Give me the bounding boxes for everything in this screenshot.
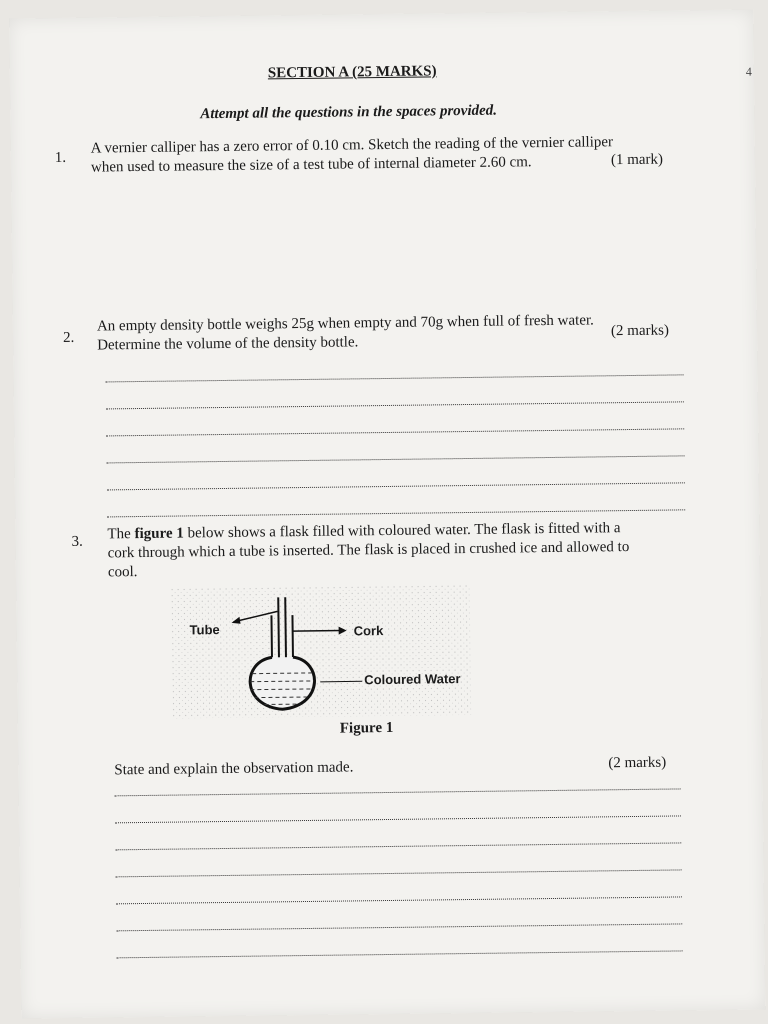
exam-page <box>9 9 765 1018</box>
section-title: SECTION A (25 MARKS) <box>267 63 437 82</box>
figure-reference: figure 1 <box>134 525 184 543</box>
crushed-ice-background <box>171 585 473 719</box>
question-3-answer-area[interactable] <box>114 762 682 958</box>
corner-mark: 4 <box>745 64 752 79</box>
question-2-number: 2. <box>62 329 75 346</box>
question-3-text-post: below shows a flask filled with coloured water. The flask is fitted with a <box>183 520 621 542</box>
label-cork: Cork <box>353 623 384 639</box>
question-2-line-2: Determine the volume of the density bottle. <box>97 334 359 354</box>
instruction: Attempt all the questions in the spaces provided. <box>200 102 498 123</box>
answer-line[interactable] <box>116 924 682 958</box>
question-3-number: 3. <box>71 533 83 550</box>
figure-caption: Figure 1 <box>339 719 394 737</box>
question-3-text <box>107 519 629 582</box>
cork-arrow <box>293 631 342 632</box>
label-tube: Tube <box>189 622 220 638</box>
question-3-line-3: cool. <box>107 564 138 581</box>
question-1-line-2: when used to measure the size of a test tube of internal diameter 2.60 cm. <box>90 154 532 176</box>
flask-diagram <box>171 585 473 719</box>
water-pointer-line <box>320 681 362 682</box>
flask-bulb <box>250 657 315 710</box>
question-1-marks: (1 mark) <box>610 151 664 169</box>
question-1-line-1: A vernier calliper has a zero error of 0.10 cm. Sketch the reading of the vernier calliper <box>90 134 614 157</box>
question-1-number: 1. <box>54 149 67 167</box>
question-3-prompt: State and explain the observation made. <box>114 759 354 779</box>
question-2-text <box>97 311 594 355</box>
question-3-text-pre: The <box>107 526 135 543</box>
label-coloured-water: Coloured Water <box>364 671 461 688</box>
answer-line[interactable] <box>107 483 685 517</box>
question-3-line-2: cork through which a tube is inserted. The flask is placed in crushed ice and allowed to <box>107 539 630 562</box>
question-2-marks: (2 marks) <box>610 322 670 340</box>
figure-1 <box>171 585 473 719</box>
question-2-line-1: An empty density bottle weighs 25g when empty and 70g when full of fresh water. <box>96 312 594 335</box>
question-2-answer-area[interactable] <box>105 348 685 517</box>
question-3-marks: (2 marks) <box>608 754 667 772</box>
question-1-text <box>91 133 614 177</box>
